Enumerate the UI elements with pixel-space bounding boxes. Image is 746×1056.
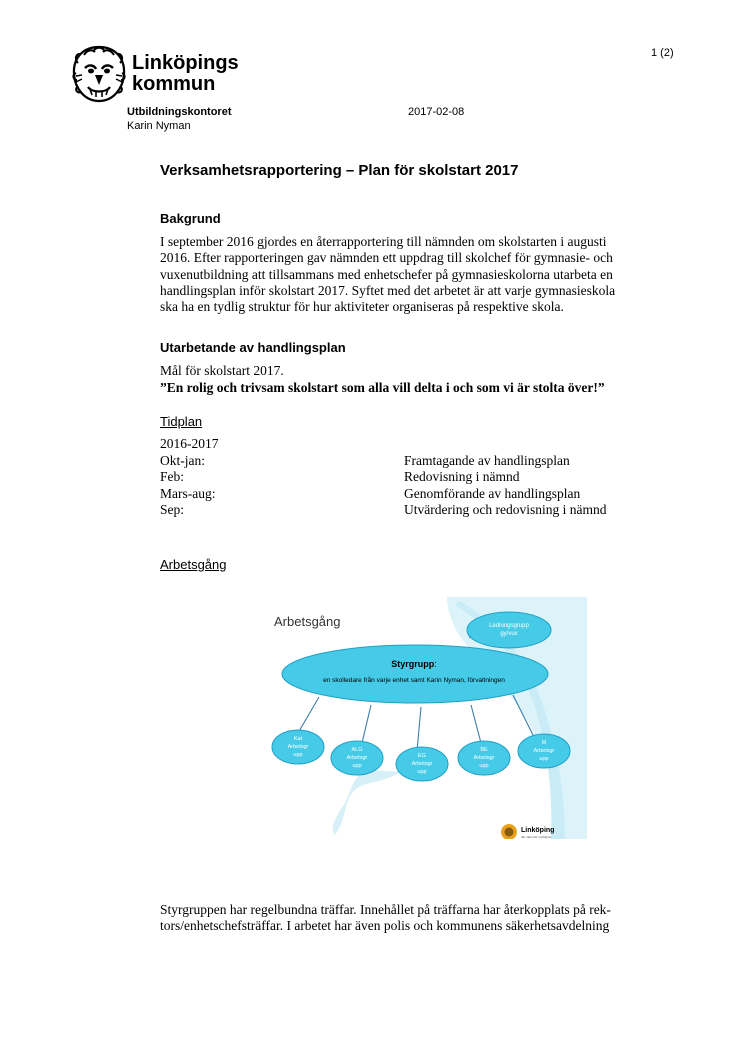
steering-group-paragraph [160, 902, 665, 935]
logo-line-1: Linköpings [132, 52, 239, 74]
work-group-label: Kat [293, 736, 303, 742]
work-group-node [331, 741, 383, 775]
steering-group-title [391, 659, 437, 669]
work-group-label: Arbetsgr [346, 755, 368, 761]
author-name: Karin Nyman [127, 120, 191, 132]
arbetsgang-diagram [255, 597, 587, 839]
steering-group-node [282, 645, 548, 703]
small-logo-tagline: där idéer blir verklighet [521, 835, 552, 839]
tidplan-period: Feb: [160, 469, 185, 485]
tidplan-period: Okt-jan: [160, 452, 205, 468]
work-group-node [396, 747, 448, 781]
goal-text: Mål för skolstart 2017. [160, 363, 284, 378]
page-number: 1 (2) [651, 47, 674, 59]
work-group-label: Arbetsgr [533, 748, 555, 754]
background-paragraph [160, 234, 680, 315]
tidplan-activity: Utvärdering och redovisning i nämnd [404, 502, 607, 518]
department-name: Utbildningskontoret [127, 106, 232, 118]
work-group-label: ALG [351, 747, 363, 753]
work-group-node [458, 741, 510, 775]
work-group-label: M [541, 740, 547, 746]
paragraph-line: I september 2016 gjordes en återrapportering till nämnden om skolstarten i augusti [160, 234, 607, 249]
tidplan-period: Sep: [160, 502, 185, 518]
work-group-label: upp [352, 763, 362, 769]
work-group-node [272, 730, 324, 764]
work-group-label: Arbetsgr [411, 761, 433, 767]
tidplan-activity: Genomförande av handlingsplan [404, 485, 581, 501]
paragraph-line: 2016. Efter rapporteringen gav nämnden ett uppdrag till skolchef för gymnasie- och [160, 250, 613, 266]
logo-line-2: kommun [132, 73, 216, 95]
tidplan-row [160, 469, 606, 486]
steering-group-title-text: Styrgrupp [391, 659, 435, 669]
leadership-group-node [467, 612, 551, 648]
tidplan-table [160, 436, 606, 519]
background-heading: Bakgrund [160, 211, 221, 226]
paragraph-line: ska ha en tydlig struktur för hur aktiviteter organiseras på respektive skola. [160, 299, 564, 315]
paragraph-line: vuxenutbildning att tillsammans med enhetschefer på gymnasieskolorna utarbeta en [160, 266, 613, 282]
small-logo-text: Linköping [521, 827, 555, 834]
tidplan-heading: Tidplan [160, 414, 203, 429]
tidplan-period: Mars-aug: [160, 485, 216, 501]
tidplan-row [160, 486, 606, 503]
document-title: Verksamhetsrapportering – Plan för skolstart 2017 [160, 162, 519, 179]
arbetsgang-heading: Arbetsgång [160, 557, 227, 572]
work-group-label: upp [293, 752, 303, 758]
tidplan-row [160, 453, 606, 470]
logo-wordmark [132, 53, 239, 95]
work-group-node [518, 734, 570, 768]
leadership-group-label-line1: Ledningsgrupp [489, 623, 529, 629]
paragraph-line: tors/enhetschefsträffar. I arbetet har även polis och kommunens säkerhetsavdelning [160, 918, 610, 934]
paragraph-line: Styrgruppen har regelbundna träffar. Innehållet på träffarna har återkopplats på rek- [160, 902, 611, 917]
leadership-group-label-line2: gy/vux [500, 631, 518, 637]
plan-heading: Utarbetande av handlingsplan [160, 340, 346, 355]
steering-group-subtitle: en skolledare från varje enhet samt Karin Nyman, förvaltningen [323, 677, 505, 684]
tidplan-row [160, 502, 606, 519]
work-group-label: BE [480, 747, 488, 753]
goal-quote: ”En rolig och trivsam skolstart som alla vill delta i och som vi är stolta över!” [160, 380, 605, 395]
tidplan-year: 2016-2017 [160, 436, 219, 451]
work-group-label: upp [539, 756, 549, 762]
work-group-label: Arbetsgr [287, 744, 309, 750]
work-group-label: EG [418, 753, 426, 759]
lion-logo-icon [70, 45, 128, 103]
diagram-title: Arbetsgång [274, 614, 341, 629]
tidplan-activity: Framtagande av handlingsplan [404, 452, 570, 468]
paragraph-line: handlingsplan inför skolstart 2017. Syftet med det arbetet är att varje gymnasieskola [160, 282, 616, 298]
document-date: 2017-02-08 [408, 106, 465, 118]
work-group-label: upp [417, 769, 427, 775]
work-group-label: upp [479, 763, 489, 769]
work-group-label: Arbetsgr [473, 755, 495, 761]
steering-group-title-colon: : [434, 659, 437, 669]
tidplan-activity: Redovisning i nämnd [404, 469, 520, 485]
